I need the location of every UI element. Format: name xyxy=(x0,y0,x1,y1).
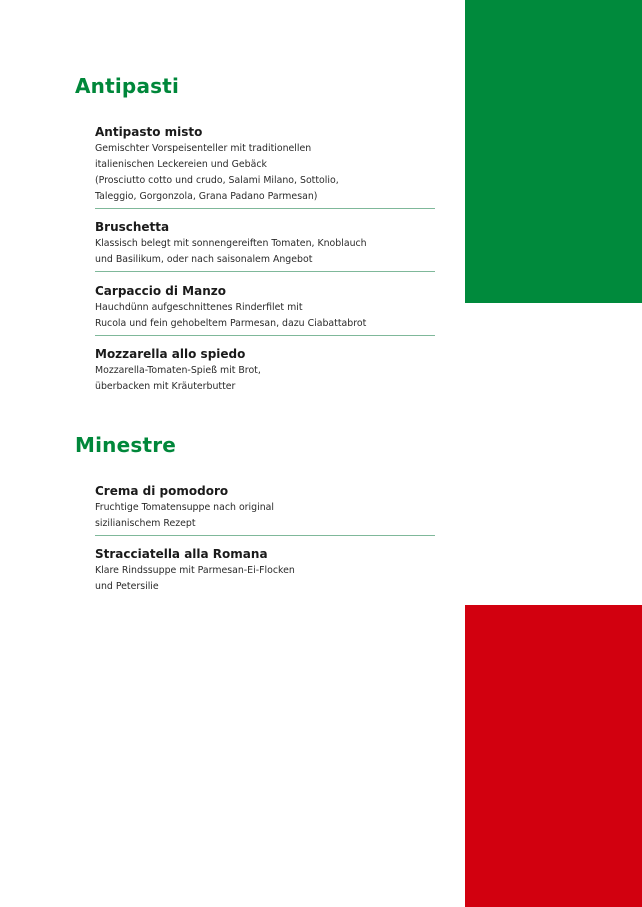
menu-item-antipasto-misto xyxy=(95,124,435,205)
menu-item-carpaccio-di-manzo xyxy=(95,283,435,332)
menu-item-mozzarella-allo-spiedo xyxy=(95,346,435,395)
menu-item-stracciatella-alla-romana xyxy=(95,546,435,595)
menu-item-description: Klassisch belegt mit sonnengereiften Tomaten, Knoblauch und Basilikum, oder nach saisonalem Angebot xyxy=(95,238,367,265)
menu-item-name: Antipasto misto xyxy=(95,125,203,139)
section-title-antipasti: Antipasti xyxy=(75,74,180,98)
menu-item-description: Fruchtige Tomatensuppe nach original sizilianischem Rezept xyxy=(95,502,274,529)
menu-item-description: Hauchdünn aufgeschnittenes Rinderfilet mit Rucola und fein gehobeltem Parmesan, dazu Ciabattabrot xyxy=(95,302,367,329)
menu-item-description: Gemischter Vorspeisenteller mit traditionellen italienischen Leckereien und Gebäck (Prosciutto cotto und crudo, Salami Milano, Sottolio, Taleggio, Gorgonzola, Grana Padano Parmesan) xyxy=(95,143,339,202)
section-title-minestre: Minestre xyxy=(75,433,177,457)
item-divider xyxy=(95,535,435,536)
menu-item-name: Carpaccio di Manzo xyxy=(95,284,226,298)
menu-item-name: Bruschetta xyxy=(95,220,170,234)
flag-stripe-green xyxy=(465,0,642,303)
menu-item-name: Stracciatella alla Romana xyxy=(95,547,268,561)
menu-item-description: Mozzarella-Tomaten-Spieß mit Brot, überbacken mit Kräuterbutter xyxy=(95,365,261,392)
flag-stripe-red xyxy=(465,605,642,907)
menu-item-description: Klare Rindssuppe mit Parmesan-Ei-Flocken und Petersilie xyxy=(95,565,295,592)
item-divider xyxy=(95,271,435,272)
item-divider xyxy=(95,208,435,209)
menu-item-bruschetta xyxy=(95,219,435,268)
item-divider xyxy=(95,335,435,336)
menu-item-name: Crema di pomodoro xyxy=(95,484,229,498)
menu-item-name: Mozzarella allo spiedo xyxy=(95,347,246,361)
menu-item-crema-di-pomodoro xyxy=(95,483,435,532)
